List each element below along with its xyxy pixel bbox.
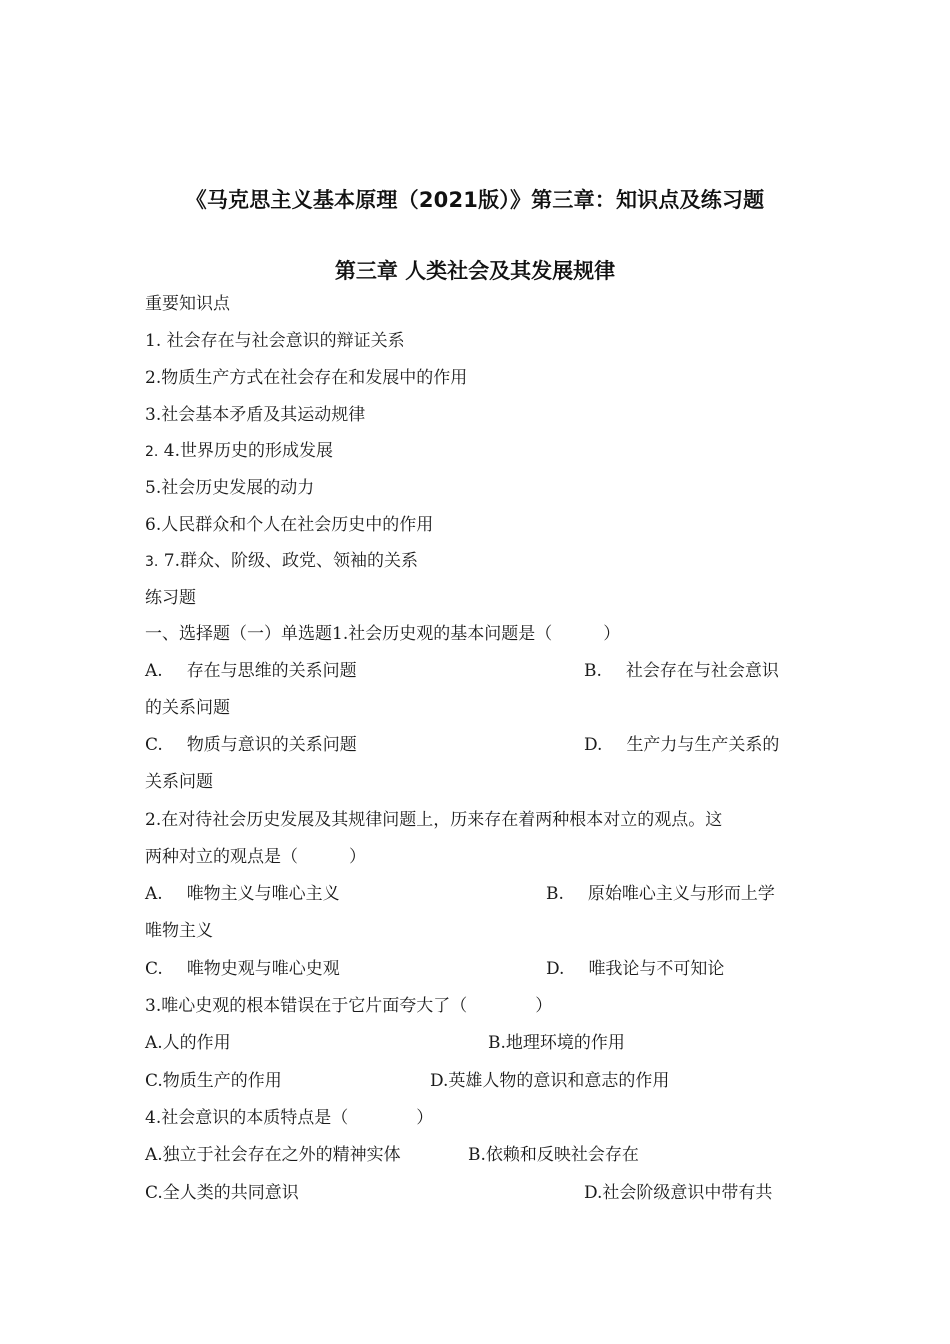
knowledge-item-text: 7.群众、阶级、政党、领袖的关系 (163, 551, 418, 571)
knowledge-item (145, 439, 333, 464)
q1-option-b-cont: 的关系问题 (145, 698, 230, 718)
knowledge-item-text: 4.世界历史的形成发展 (163, 441, 333, 461)
knowledge-item: 6.人民群众和个人在社会历史中的作用 (145, 515, 434, 535)
q2-option-a: A. 唯物主义与唯心主义 (145, 884, 340, 904)
knowledge-item: 1. 社会存在与社会意识的辩证关系 (145, 331, 405, 351)
question-3-stem: 3.唯心史观的根本错误在于它片面夸大了（ ） (145, 996, 553, 1016)
exercises-heading: 练习题 (145, 588, 196, 608)
question-2-stem-cont: 两种对立的观点是（ ） (145, 847, 366, 867)
knowledge-heading: 重要知识点 (145, 294, 230, 314)
q2-option-b: B. 原始唯心主义与形而上学 (546, 884, 775, 904)
question-2-stem: 2.在对待社会历史发展及其规律问题上，历来存在着两种根本对立的观点。这 (145, 810, 723, 830)
list-marker: 3. (145, 554, 159, 570)
knowledge-item: 3.社会基本矛盾及其运动规律 (145, 405, 366, 425)
q2-option-b-cont: 唯物主义 (145, 921, 213, 941)
question-1-stem: 一、选择题（一）单选题1.社会历史观的基本问题是（ ） (145, 624, 621, 644)
q2-option-d: D. 唯我论与不可知论 (546, 959, 725, 979)
q3-option-b: B.地理环境的作用 (488, 1033, 625, 1053)
question-4-stem: 4.社会意识的本质特点是（ ） (145, 1108, 434, 1128)
q1-option-a: A. 存在与思维的关系问题 (145, 661, 357, 681)
q3-option-c: C.物质生产的作用 (145, 1071, 282, 1091)
q1-option-d-cont: 关系问题 (145, 772, 213, 792)
document-title: 《马克思主义基本原理（2021版）》第三章：知识点及练习题 (185, 188, 765, 212)
q1-option-b: B. 社会存在与社会意识 (584, 661, 779, 681)
knowledge-item: 5.社会历史发展的动力 (145, 478, 315, 498)
q1-option-d: D. 生产力与生产关系的 (584, 735, 780, 755)
q4-option-b: B.依赖和反映社会存在 (468, 1145, 639, 1165)
q3-option-a: A.人的作用 (145, 1033, 231, 1053)
chapter-title: 第三章 人类社会及其发展规律 (334, 259, 616, 283)
q1-option-c: C. 物质与意识的关系问题 (145, 735, 357, 755)
list-marker: 2. (145, 444, 159, 460)
q2-option-c: C. 唯物史观与唯心史观 (145, 959, 340, 979)
q4-option-c: C.全人类的共同意识 (145, 1183, 299, 1203)
knowledge-item (145, 549, 418, 574)
q3-option-d: D.英雄人物的意识和意志的作用 (430, 1071, 670, 1091)
q4-option-d: D.社会阶级意识中带有共 (584, 1183, 773, 1203)
knowledge-item: 2.物质生产方式在社会存在和发展中的作用 (145, 368, 468, 388)
q4-option-a: A.独立于社会存在之外的精神实体 (145, 1145, 401, 1165)
